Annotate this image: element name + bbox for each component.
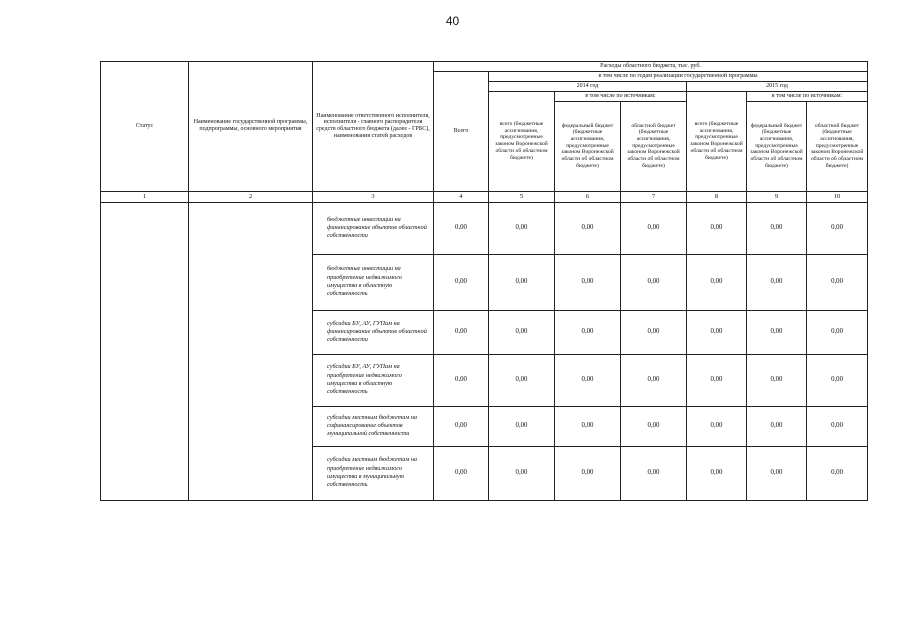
row-label: субсидии местным бюджетам на софинансирование объектов муниципальной собственности	[313, 406, 434, 446]
header-federal-2015: федеральный бюджет (бюджетные ассигнования, предусмотренные законом Воронежской области об областном бюджете)	[747, 101, 807, 191]
column-numbers-row	[101, 191, 868, 202]
header-total: Всего	[434, 71, 489, 191]
value-cell: 0,00	[489, 354, 555, 406]
status-cell	[101, 202, 189, 500]
value-cell: 0,00	[434, 446, 489, 500]
value-cell: 0,00	[747, 406, 807, 446]
value-cell: 0,00	[687, 310, 747, 354]
value-cell: 0,00	[687, 406, 747, 446]
value-cell: 0,00	[747, 446, 807, 500]
value-cell: 0,00	[555, 254, 621, 310]
header-row-1	[101, 62, 868, 72]
value-cell: 0,00	[807, 446, 868, 500]
value-cell: 0,00	[621, 406, 687, 446]
header-federal-2014: федеральный бюджет (бюджетные ассигнования, предусмотренные законом Воронежской области об областном бюджете)	[555, 101, 621, 191]
header-regional-2015: областной бюджет (бюджетные ассигнования, предусмотренные законом Воронежской области об областном бюджете)	[807, 101, 868, 191]
header-expenses-title: Расходы областного бюджета, тыс. руб.	[434, 62, 868, 72]
program-name-cell	[189, 202, 313, 500]
value-cell: 0,00	[489, 202, 555, 254]
row-label: бюджетные инвестиции на финансирование объектов областной собственности	[313, 202, 434, 254]
row-label: субсидии БУ, АУ, ГУПам на финансирование объектов областной собственности	[313, 310, 434, 354]
value-cell: 0,00	[807, 310, 868, 354]
value-cell: 0,00	[747, 254, 807, 310]
value-cell: 0,00	[489, 406, 555, 446]
value-cell: 0,00	[687, 202, 747, 254]
value-cell: 0,00	[621, 354, 687, 406]
value-cell: 0,00	[807, 254, 868, 310]
value-cell: 0,00	[434, 406, 489, 446]
column-number: 6	[555, 191, 621, 202]
value-cell: 0,00	[687, 254, 747, 310]
value-cell: 0,00	[555, 310, 621, 354]
value-cell: 0,00	[621, 446, 687, 500]
header-total-2015: всего (бюджетные ассигнования, предусмотренные законом Воронежской области об областном бюджете)	[687, 91, 747, 191]
value-cell: 0,00	[489, 446, 555, 500]
header-program-name: Наименование государственной программы, подпрограммы, основного мероприятия	[189, 62, 313, 192]
header-year-2015: 2015 год	[687, 81, 868, 91]
column-number: 9	[747, 191, 807, 202]
column-number: 2	[189, 191, 313, 202]
value-cell: 0,00	[747, 354, 807, 406]
row-label: субсидии БУ, АУ, ГУПам на приобретение недвижимого имущества в областную собственность	[313, 354, 434, 406]
value-cell: 0,00	[621, 310, 687, 354]
column-number: 4	[434, 191, 489, 202]
value-cell: 0,00	[555, 446, 621, 500]
value-cell: 0,00	[747, 202, 807, 254]
value-cell: 0,00	[555, 406, 621, 446]
row-label: субсидии местным бюджетам на приобретение недвижимого имущества в муниципальную собственность	[313, 446, 434, 500]
value-cell: 0,00	[621, 202, 687, 254]
header-executor: Наименование ответственного исполнителя, исполнителя - главного распорядителя средств областного бюджета (далее - ГРБС), наименования статей расходов	[313, 62, 434, 192]
header-sources-2015: в том числе по источникам:	[747, 91, 868, 101]
column-number: 3	[313, 191, 434, 202]
value-cell: 0,00	[434, 254, 489, 310]
value-cell: 0,00	[807, 406, 868, 446]
value-cell: 0,00	[687, 446, 747, 500]
header-total-2014: всего (бюджетные ассигнования, предусмотренные законом Воронежской области об областном бюджете)	[489, 91, 555, 191]
value-cell: 0,00	[747, 310, 807, 354]
header-status: Статус	[101, 62, 189, 192]
column-number: 7	[621, 191, 687, 202]
budget-table	[100, 61, 868, 501]
header-year-2014: 2014 год	[489, 81, 687, 91]
value-cell: 0,00	[489, 310, 555, 354]
value-cell: 0,00	[807, 202, 868, 254]
value-cell: 0,00	[621, 254, 687, 310]
header-regional-2014: областной бюджет (бюджетные ассигнования, предусмотренные законом Воронежской области об областном бюджете)	[621, 101, 687, 191]
row-label: бюджетные инвестиции на приобретение недвижимого имущества в областную собственность	[313, 254, 434, 310]
value-cell: 0,00	[434, 354, 489, 406]
page-number: 40	[445, 14, 460, 28]
column-number: 8	[687, 191, 747, 202]
column-number: 5	[489, 191, 555, 202]
column-number: 1	[101, 191, 189, 202]
value-cell: 0,00	[489, 254, 555, 310]
table-row	[101, 202, 868, 254]
value-cell: 0,00	[555, 202, 621, 254]
value-cell: 0,00	[687, 354, 747, 406]
value-cell: 0,00	[434, 310, 489, 354]
header-by-years: в том числе по годам реализации государственной программы	[489, 71, 868, 81]
header-sources-2014: в том числе по источникам:	[555, 91, 687, 101]
value-cell: 0,00	[434, 202, 489, 254]
column-number: 10	[807, 191, 868, 202]
value-cell: 0,00	[555, 354, 621, 406]
value-cell: 0,00	[807, 354, 868, 406]
